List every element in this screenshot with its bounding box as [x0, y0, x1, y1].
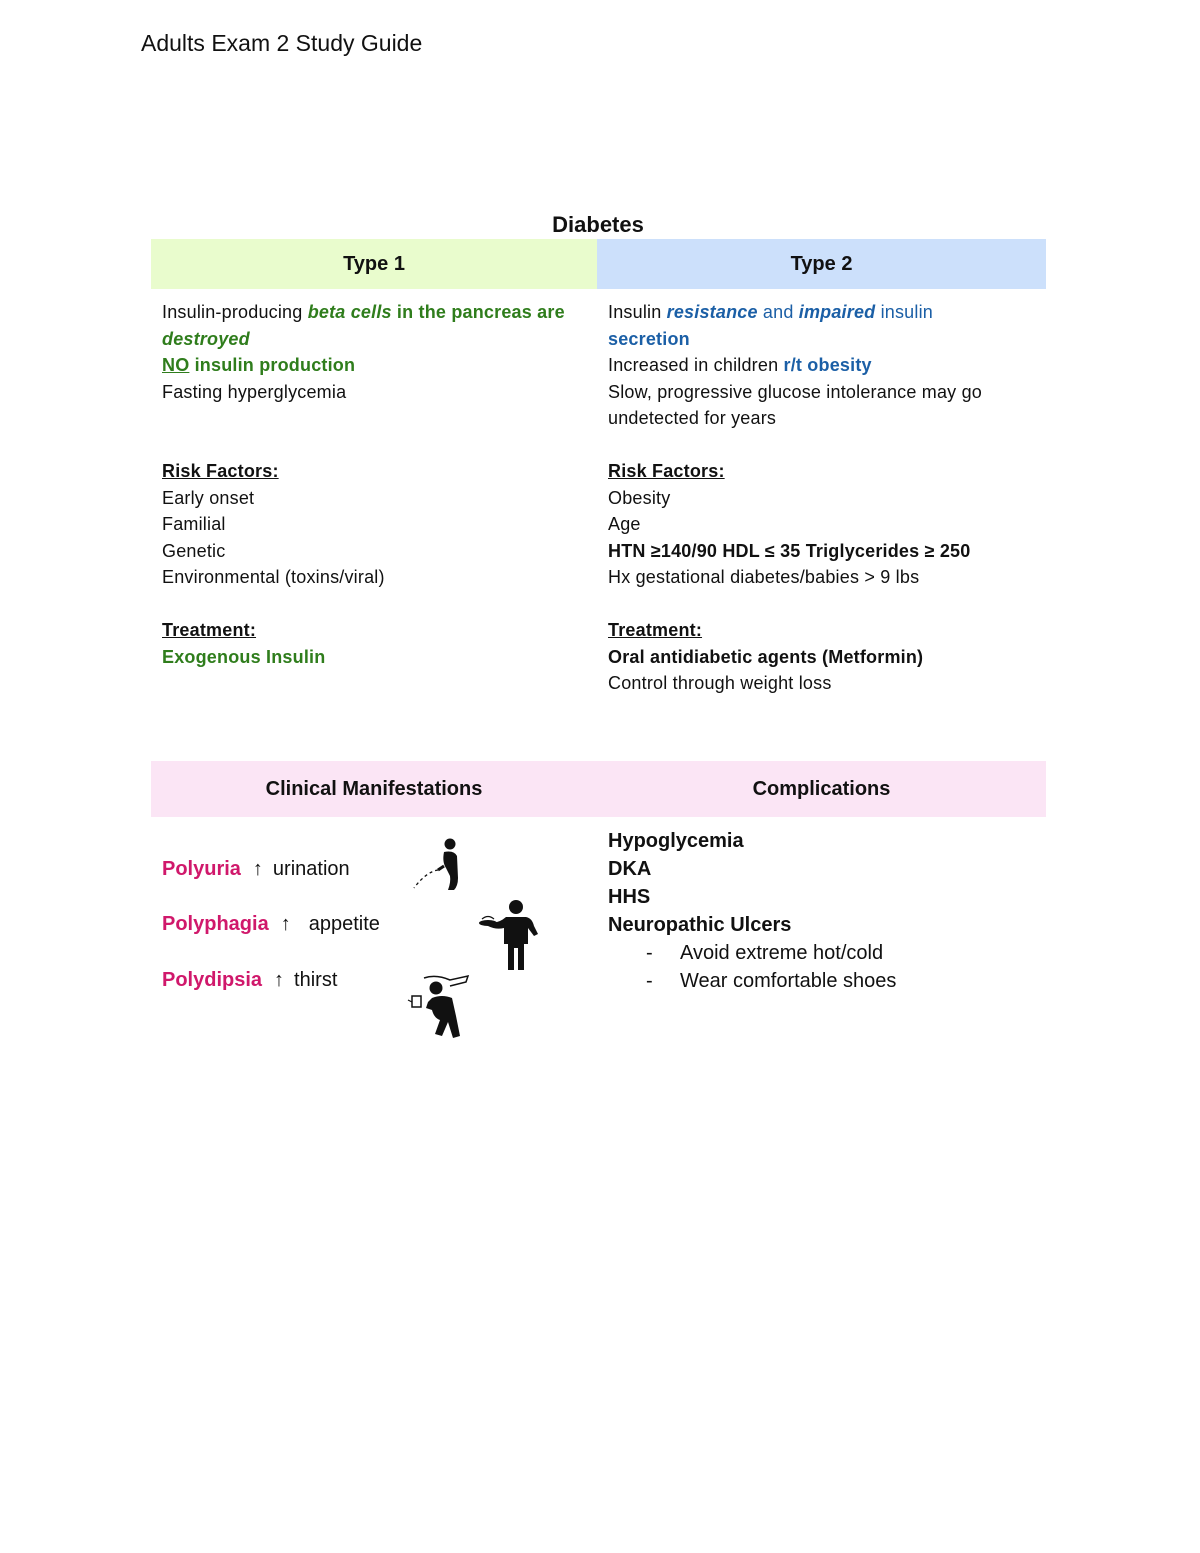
- complication-item: HHS: [608, 886, 651, 908]
- complication-item: Hypoglycemia: [608, 830, 744, 852]
- symptom-polydipsia: [162, 965, 337, 995]
- type2-children: [608, 352, 1038, 379]
- obesity-text: r/t obesity: [783, 355, 872, 375]
- text: and: [757, 302, 799, 322]
- urinating-person-icon: [408, 838, 470, 896]
- type1-risk-item: Early onset: [162, 487, 255, 508]
- type1-desc-line: [162, 299, 587, 326]
- type2-header: Type 2: [597, 239, 1046, 289]
- eating-person-icon: [478, 898, 552, 972]
- complication-item: Neuropathic Ulcers: [608, 914, 792, 936]
- up-arrow-icon: ↑: [252, 858, 263, 880]
- text: Increased in children: [608, 355, 784, 375]
- manifestations-complications-header: [151, 761, 1046, 817]
- type1-risk-item: Genetic: [162, 540, 226, 561]
- text: insulin: [875, 302, 934, 322]
- resistance-text: resistance: [666, 302, 758, 322]
- clinical-manifestations-header: Clinical Manifestations: [265, 778, 483, 800]
- complications-header: Complications: [752, 778, 891, 800]
- dash-bullet: -: [646, 942, 653, 964]
- type2-desc-line: [608, 299, 1038, 326]
- symptom-meaning: urination: [272, 858, 350, 880]
- text: Insulin-producing: [162, 302, 308, 322]
- type2-treatment: Control through weight loss: [608, 673, 832, 693]
- type2-risk-item: Hx gestational diabetes/babies > 9 lbs: [608, 567, 920, 587]
- ulcer-tip-text: Wear comfortable shoes: [680, 970, 897, 992]
- type2-risk-item: Age: [608, 514, 641, 534]
- text: in the pancreas are: [391, 302, 565, 322]
- ulcer-tip-text: Avoid extreme hot/cold: [680, 942, 884, 964]
- type1-risk-item: Environmental (toxins/viral): [162, 567, 385, 587]
- type1-header: Type 1: [151, 239, 597, 289]
- symptom-meaning: appetite: [308, 913, 380, 935]
- type2-slow: Slow, progressive glucose intolerance may go: [608, 381, 982, 402]
- type1-risk-item: Familial: [162, 514, 226, 534]
- page-header: Adults Exam 2 Study Guide: [141, 30, 423, 56]
- drinking-person-icon: [406, 972, 476, 1040]
- type1-treatment-heading: Treatment:: [162, 620, 257, 640]
- symptom-polyuria: [162, 854, 350, 884]
- symptom-term: Polyphagia: [162, 913, 269, 935]
- symptom-meaning: thirst: [294, 969, 338, 991]
- type1-fasting: Fasting hyperglycemia: [162, 381, 347, 402]
- text: insulin production: [189, 355, 356, 375]
- dash-bullet: -: [646, 970, 653, 992]
- type2-risk-item: HTN ≥140/90 HDL ≤ 35 Triglycerides ≥ 250: [608, 540, 971, 561]
- no-text: NO: [162, 355, 190, 375]
- type1-treatment: Exogenous Insulin: [162, 646, 326, 667]
- type2-secretion: secretion: [608, 328, 690, 349]
- complications-list: [608, 827, 896, 995]
- ulcer-tip: [608, 939, 896, 967]
- type1-risk-heading: Risk Factors:: [162, 461, 279, 481]
- type2-treatment: Oral antidiabetic agents (Metformin): [608, 646, 924, 667]
- symptom-term: Polyuria: [162, 858, 241, 880]
- type1-column: [162, 299, 587, 670]
- type1-destroyed: destroyed: [162, 328, 250, 349]
- type2-undetected: undetected for years: [608, 408, 777, 428]
- type2-column: [608, 299, 1038, 697]
- impaired-text: impaired: [798, 302, 876, 322]
- section-title-diabetes: Diabetes: [552, 212, 644, 237]
- complication-item: DKA: [608, 858, 652, 880]
- symptom-term: Polydipsia: [162, 969, 263, 991]
- type2-treatment-heading: Treatment:: [608, 620, 703, 640]
- beta-cells-text: beta cells: [307, 302, 392, 322]
- type2-risk-heading: Risk Factors:: [608, 461, 725, 481]
- text: Insulin: [608, 302, 667, 322]
- symptom-polyphagia: [162, 909, 380, 939]
- type2-risk-item: Obesity: [608, 487, 671, 508]
- up-arrow-icon: ↑: [274, 969, 285, 991]
- type1-no-insulin: [162, 352, 587, 379]
- up-arrow-icon: ↑: [280, 913, 291, 935]
- ulcer-tip: [608, 967, 896, 995]
